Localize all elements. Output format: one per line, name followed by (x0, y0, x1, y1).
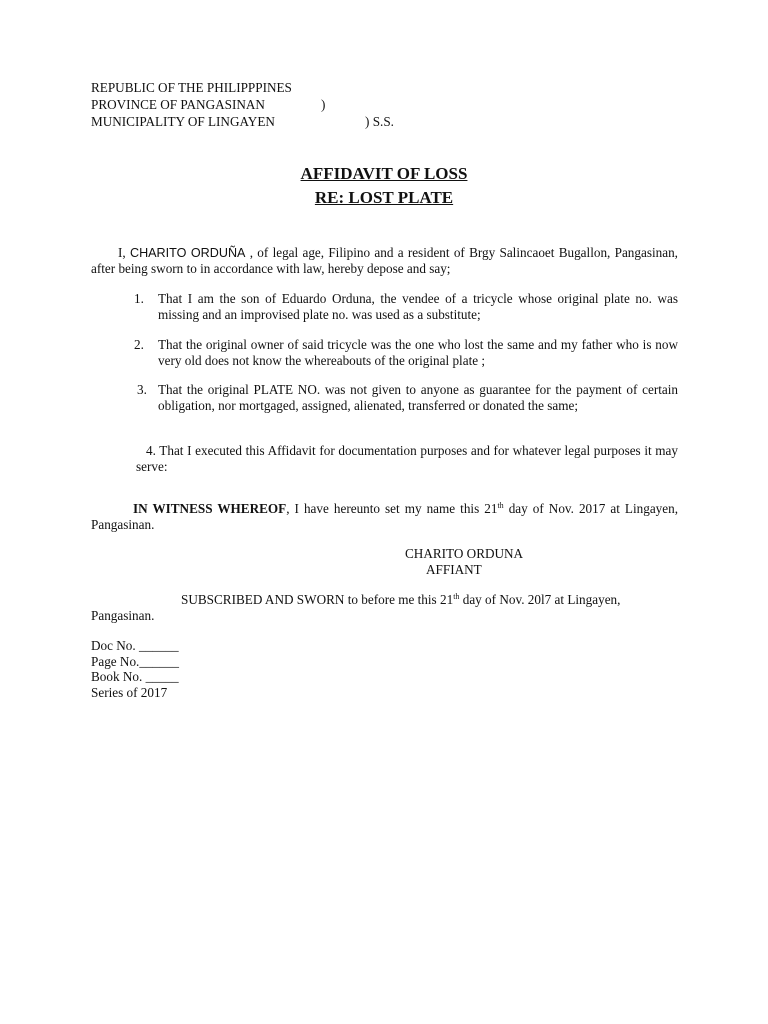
subscribed-sup: th (453, 592, 460, 601)
notary-block (91, 638, 179, 700)
list-item (134, 382, 678, 414)
subscribed-line-2: Pangasinan. (91, 608, 155, 623)
affiant-name: CHARITO ORDUNA (405, 546, 524, 561)
header-province-paren: ) (321, 97, 326, 112)
header-province-text: PROVINCE OF PANGASINAN (91, 97, 265, 112)
intro-paragraph (91, 245, 678, 277)
intro-text: , of legal age, Filipino and a resident of Brgy Salincaoet Bugallon, Pangasinan, after being sworn to in accordance with law, hereby depose and say; (91, 245, 678, 276)
affiant-label: AFFIANT (426, 562, 482, 577)
document-header (91, 80, 394, 131)
list-item-text-4 (136, 443, 678, 475)
document-subtitle: RE: LOST PLATE (314, 188, 454, 207)
list-item-number: 2. (134, 337, 144, 352)
subscribed-text-1: SUBSCRIBED AND SWORN to before me this 21 (181, 592, 454, 607)
header-municipality-text: MUNICIPALITY OF LINGAYEN (91, 114, 275, 129)
doc-no: Doc No. ______ (91, 638, 179, 653)
list-item (136, 443, 678, 475)
header-municipality (91, 114, 394, 131)
document-title: AFFIDAVIT OF LOSS (300, 164, 468, 183)
subscribed-text-2: day of Nov. 20l7 at Lingayen, (459, 592, 621, 607)
list-item-number: 1. (134, 291, 144, 306)
header-republic: REPUBLIC OF THE PHILIPPPINES (91, 80, 292, 95)
witness-sup: th (497, 501, 504, 510)
witness-text-1: , I have hereunto set my name this 21 (286, 501, 498, 516)
witness-paragraph (91, 501, 678, 533)
list-item-number: 4. (146, 443, 156, 458)
witness-bold: IN WITNESS WHEREOF (133, 501, 287, 516)
list-item (134, 337, 678, 369)
affiant-name-inline: CHARITO ORDUÑA (129, 246, 246, 260)
list-item-text: That I executed this Affidavit for documentation purposes and for whatever legal purposes it may serve: (136, 443, 678, 474)
list-item-text: That the original owner of said tricycle was the one who lost the same and my father who is now very old does not know the whereabouts of the original plate ; (158, 337, 678, 368)
series: Series of 2017 (91, 684, 168, 700)
subscribed-line (181, 592, 620, 608)
header-ss: ) S.S. (365, 114, 394, 129)
list-item-number: 3. (137, 382, 147, 397)
header-province (91, 97, 326, 114)
list-item-text: That the original PLATE NO. was not given to anyone as guarantee for the payment of certain obligation, nor mortgaged, assigned, alienated, transferred or donated the same; (158, 382, 678, 413)
list-item (134, 291, 678, 323)
intro-prefix: I, (118, 245, 130, 260)
book-no: Book No. _____ (91, 669, 179, 684)
page-no: Page No.______ (91, 653, 179, 669)
list-item-text: That I am the son of Eduardo Orduna, the vendee of a tricycle whose original plate no. was missing and an improvised plate no. was used as a substitute; (158, 291, 678, 322)
witness-text-2: day of Nov. 2017 at Lingayen, Pangasinan. (91, 501, 679, 532)
